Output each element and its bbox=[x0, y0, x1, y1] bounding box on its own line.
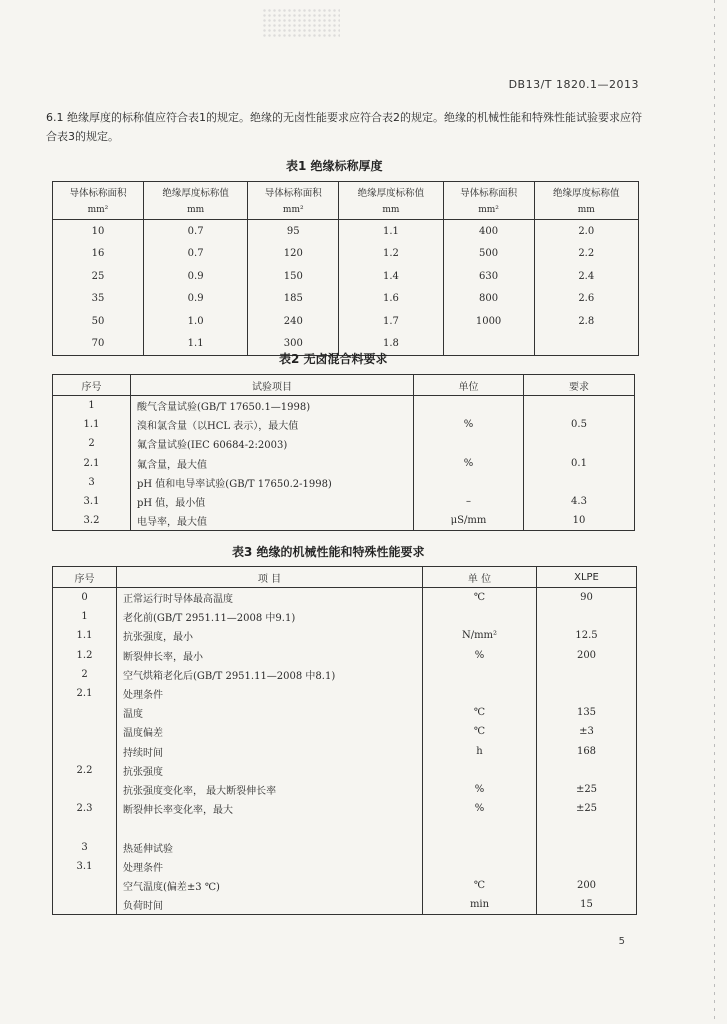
table2-row bbox=[53, 415, 635, 434]
table2-cell: 3 bbox=[88, 476, 95, 488]
table2-cell bbox=[414, 434, 524, 453]
table2-cell bbox=[414, 396, 524, 416]
table2-header: 试验项目 bbox=[131, 375, 414, 396]
table1-cell: 2.8 bbox=[534, 310, 638, 333]
table1-cell: 2.4 bbox=[534, 265, 638, 288]
table3-cell bbox=[423, 761, 537, 780]
table3-cell: ±25 bbox=[537, 780, 637, 799]
table3-row bbox=[53, 780, 637, 799]
table2-header-row bbox=[53, 375, 635, 396]
table3-cell bbox=[423, 857, 537, 876]
table3-cell bbox=[537, 607, 637, 626]
table2-cell: % bbox=[414, 454, 524, 473]
table1-caption: 表1 绝缘标称厚度 bbox=[286, 159, 383, 173]
table3-cell bbox=[537, 684, 637, 703]
table3-cell: 抗张强度变化率， 最大断裂伸长率 bbox=[117, 780, 423, 799]
table1-unit: mm² bbox=[53, 201, 144, 220]
table2-cell bbox=[524, 473, 635, 492]
table3-mechanical-properties bbox=[52, 566, 637, 915]
table2-cell: 3.2 bbox=[83, 515, 100, 527]
scan-edge-line bbox=[714, 0, 715, 1024]
table3-cell bbox=[537, 818, 637, 837]
table3-cell bbox=[53, 818, 117, 837]
table3-cell: 空气烘箱老化后(GB/T 2951.11—2008 中8.1) bbox=[117, 665, 423, 684]
table3-row bbox=[53, 837, 637, 856]
table1-cell: 150 bbox=[248, 265, 339, 288]
table3-cell: 老化前(GB/T 2951.11—2008 中9.1) bbox=[117, 607, 423, 626]
table3-cell: 处理条件 bbox=[117, 857, 423, 876]
table2-cell: 2 bbox=[88, 438, 95, 450]
table3-row bbox=[53, 626, 637, 645]
table3-cell: 90 bbox=[537, 588, 637, 608]
table1-header-row bbox=[53, 182, 639, 202]
table3-caption: 表3 绝缘的机械性能和特殊性能要求 bbox=[232, 545, 425, 559]
table3-cell bbox=[53, 722, 117, 741]
table3-row bbox=[53, 665, 637, 684]
table3-cell: N/mm² bbox=[423, 626, 537, 645]
table3-cell bbox=[53, 780, 117, 799]
table1-cell: 2.6 bbox=[534, 288, 638, 311]
table1-cell: 1.2 bbox=[339, 243, 443, 266]
table2-row bbox=[53, 434, 635, 453]
table1-cell: 800 bbox=[443, 288, 534, 311]
table3-cell: 2.3 bbox=[76, 803, 93, 815]
table3-cell: 3 bbox=[81, 841, 88, 853]
table3-cell: ℃ bbox=[423, 876, 537, 895]
table3-cell bbox=[53, 895, 117, 915]
table1-header: 绝缘厚度标称值 bbox=[339, 182, 443, 202]
table3-cell bbox=[53, 703, 117, 722]
table3-cell: ±3 bbox=[537, 722, 637, 741]
table2-row bbox=[53, 454, 635, 473]
table3-cell: 1.2 bbox=[76, 649, 93, 661]
table1-cell: 1.1 bbox=[339, 220, 443, 243]
table1-cell: 2.0 bbox=[534, 220, 638, 243]
table3-row bbox=[53, 703, 637, 722]
table3-row bbox=[53, 761, 637, 780]
table3-cell: 处理条件 bbox=[117, 684, 423, 703]
table2-row bbox=[53, 511, 635, 531]
page-number: 5 bbox=[618, 936, 625, 947]
table1-cell: 500 bbox=[443, 243, 534, 266]
table3-cell bbox=[423, 607, 537, 626]
table1-cell: 0.7 bbox=[143, 220, 247, 243]
table1-header: 绝缘厚度标称值 bbox=[534, 182, 638, 202]
table1-row bbox=[53, 310, 639, 333]
table1-cell: 50 bbox=[91, 315, 105, 327]
table1-unit: mm² bbox=[443, 201, 534, 220]
table3-header: XLPE bbox=[537, 567, 637, 588]
table3-cell bbox=[537, 857, 637, 876]
table1-cell: 240 bbox=[248, 310, 339, 333]
table3-row bbox=[53, 895, 637, 915]
table2-cell: 1.1 bbox=[83, 419, 100, 431]
table1-cell: 95 bbox=[248, 220, 339, 243]
table2-cell: 10 bbox=[524, 511, 635, 531]
table2-cell: 电导率，最大值 bbox=[131, 511, 414, 531]
table3-cell: 温度 bbox=[117, 703, 423, 722]
table3-cell: 12.5 bbox=[537, 626, 637, 645]
table2-cell: μS/mm bbox=[414, 511, 524, 531]
table1-cell: 0.9 bbox=[143, 288, 247, 311]
table1-units-row bbox=[53, 201, 639, 220]
table1-cell: 1.8 bbox=[339, 333, 443, 356]
table2-halogen-free-requirements bbox=[52, 374, 635, 531]
table2-cell: 溴和氯含量（以HCL 表示），最大值 bbox=[131, 415, 414, 434]
table3-row bbox=[53, 684, 637, 703]
table3-cell: ℃ bbox=[423, 722, 537, 741]
table2-header: 序号 bbox=[53, 375, 131, 396]
table1-unit: mm² bbox=[248, 201, 339, 220]
table1-header: 导体标称面积 bbox=[69, 187, 127, 199]
table3-cell: % bbox=[423, 780, 537, 799]
table3-header-row bbox=[53, 567, 637, 588]
table3-cell bbox=[423, 665, 537, 684]
table2-header: 要求 bbox=[524, 375, 635, 396]
table3-cell: 1 bbox=[81, 611, 88, 623]
table1-header: 导体标称面积 bbox=[443, 182, 534, 202]
table2-cell: – bbox=[414, 492, 524, 511]
table2-body bbox=[53, 396, 635, 531]
table3-header: 单 位 bbox=[423, 567, 537, 588]
table3-row bbox=[53, 857, 637, 876]
table1-unit: mm bbox=[143, 201, 247, 220]
table1-unit: mm bbox=[339, 201, 443, 220]
table3-cell: 抗张强度 bbox=[117, 761, 423, 780]
table3-cell bbox=[537, 665, 637, 684]
table1-cell: 70 bbox=[91, 338, 105, 350]
table3-cell: ℃ bbox=[423, 703, 537, 722]
table1-cell: 16 bbox=[91, 248, 105, 260]
table1-row bbox=[53, 265, 639, 288]
table3-header: 序号 bbox=[53, 567, 117, 588]
table2-cell: 1 bbox=[88, 400, 95, 412]
table3-row bbox=[53, 799, 637, 818]
table3-cell bbox=[423, 684, 537, 703]
table2-cell: 4.3 bbox=[524, 492, 635, 511]
table3-cell bbox=[53, 742, 117, 761]
table1-cell: 300 bbox=[248, 333, 339, 356]
table3-cell: 断裂伸长率变化率，最大 bbox=[117, 799, 423, 818]
table2-header: 单位 bbox=[414, 375, 524, 396]
table3-row bbox=[53, 722, 637, 741]
table2-cell: 氟含量试验(IEC 60684-2:2003) bbox=[131, 434, 414, 453]
table1-cell bbox=[534, 333, 638, 356]
table3-row bbox=[53, 876, 637, 895]
table3-cell: 负荷时间 bbox=[117, 895, 423, 915]
table2-cell bbox=[414, 473, 524, 492]
table2-cell bbox=[524, 396, 635, 416]
table2-cell: 酸气含量试验(GB/T 17650.1—1998) bbox=[131, 396, 414, 416]
table2-cell: 氟含量，最大值 bbox=[131, 454, 414, 473]
table3-body bbox=[53, 588, 637, 915]
table3-cell: ±25 bbox=[537, 799, 637, 818]
table1-cell: 0.9 bbox=[143, 265, 247, 288]
table3-cell bbox=[423, 818, 537, 837]
clause-6-1-text: 6.1 绝缘厚度的标称值应符合表1的规定。绝缘的无卤性能要求应符合表2的规定。绝缘的机械性能和特殊性能试验要求应符合表3的规定。 bbox=[46, 111, 642, 143]
table1-cell: 120 bbox=[248, 243, 339, 266]
table3-cell bbox=[117, 818, 423, 837]
table1-cell: 2.2 bbox=[534, 243, 638, 266]
table3-cell: 热延伸试验 bbox=[117, 837, 423, 856]
table1-header: 绝缘厚度标称值 bbox=[143, 182, 247, 202]
table1-cell: 1.1 bbox=[143, 333, 247, 356]
table3-cell: 200 bbox=[537, 876, 637, 895]
table1-cell bbox=[443, 333, 534, 356]
table3-cell bbox=[537, 761, 637, 780]
table3-header: 项 目 bbox=[117, 567, 423, 588]
table2-cell: 2.1 bbox=[83, 457, 100, 469]
table3-cell: % bbox=[423, 799, 537, 818]
table3-row bbox=[53, 607, 637, 626]
table1-row bbox=[53, 288, 639, 311]
table1-cell: 1.4 bbox=[339, 265, 443, 288]
table3-cell: 135 bbox=[537, 703, 637, 722]
table3-cell: 200 bbox=[537, 646, 637, 665]
table3-cell: 2 bbox=[81, 668, 88, 680]
table1-unit: mm bbox=[534, 201, 638, 220]
table1-insulation-thickness bbox=[52, 181, 639, 356]
table2-cell: 0.5 bbox=[524, 415, 635, 434]
table3-cell: 温度偏差 bbox=[117, 722, 423, 741]
scan-artifact bbox=[262, 8, 340, 38]
table2-cell bbox=[524, 434, 635, 453]
table2-row bbox=[53, 492, 635, 511]
table2-cell: pH 值和电导率试验(GB/T 17650.2-1998) bbox=[131, 473, 414, 492]
table2-caption: 表2 无卤混合料要求 bbox=[279, 352, 388, 366]
table3-cell: % bbox=[423, 646, 537, 665]
table3-cell bbox=[53, 876, 117, 895]
table1-cell: 400 bbox=[443, 220, 534, 243]
table3-cell: 2.1 bbox=[76, 688, 93, 700]
table2-row bbox=[53, 396, 635, 416]
table2-row bbox=[53, 473, 635, 492]
table1-body bbox=[53, 220, 639, 356]
table1-cell: 10 bbox=[91, 225, 105, 237]
table3-row bbox=[53, 818, 637, 837]
table3-cell: 正常运行时导体最高温度 bbox=[117, 588, 423, 608]
table3-cell: h bbox=[423, 742, 537, 761]
table3-cell: 持续时间 bbox=[117, 742, 423, 761]
table3-row bbox=[53, 588, 637, 608]
table1-cell: 1.6 bbox=[339, 288, 443, 311]
table2-cell: pH 值，最小值 bbox=[131, 492, 414, 511]
table3-row bbox=[53, 742, 637, 761]
table1-cell: 25 bbox=[91, 270, 105, 282]
table3-row bbox=[53, 646, 637, 665]
table2-cell: 0.1 bbox=[524, 454, 635, 473]
table1-cell: 35 bbox=[91, 293, 105, 305]
table1-cell: 630 bbox=[443, 265, 534, 288]
table3-cell bbox=[423, 837, 537, 856]
table1-cell: 1.7 bbox=[339, 310, 443, 333]
table1-row bbox=[53, 243, 639, 266]
table3-cell: 抗张强度，最小 bbox=[117, 626, 423, 645]
table3-cell: ℃ bbox=[423, 588, 537, 608]
table3-cell: 168 bbox=[537, 742, 637, 761]
table3-cell: 0 bbox=[81, 592, 88, 604]
table2-cell: 3.1 bbox=[83, 496, 100, 508]
table1-cell: 1.0 bbox=[143, 310, 247, 333]
table3-cell: 1.1 bbox=[76, 630, 93, 642]
table3-cell: 断裂伸长率，最小 bbox=[117, 646, 423, 665]
table3-cell bbox=[537, 837, 637, 856]
table3-cell: 2.2 bbox=[76, 764, 93, 776]
table1-cell: 1000 bbox=[443, 310, 534, 333]
table3-cell: min bbox=[423, 895, 537, 915]
table3-cell: 15 bbox=[537, 895, 637, 915]
table1-row bbox=[53, 220, 639, 243]
table1-cell: 0.7 bbox=[143, 243, 247, 266]
table1-cell: 185 bbox=[248, 288, 339, 311]
table3-cell: 3.1 bbox=[76, 860, 93, 872]
table3-cell: 空气温度(偏差±3 ℃) bbox=[117, 876, 423, 895]
table1-header: 导体标称面积 bbox=[248, 182, 339, 202]
table2-cell: % bbox=[414, 415, 524, 434]
standard-code: DB13/T 1820.1—2013 bbox=[508, 78, 639, 91]
